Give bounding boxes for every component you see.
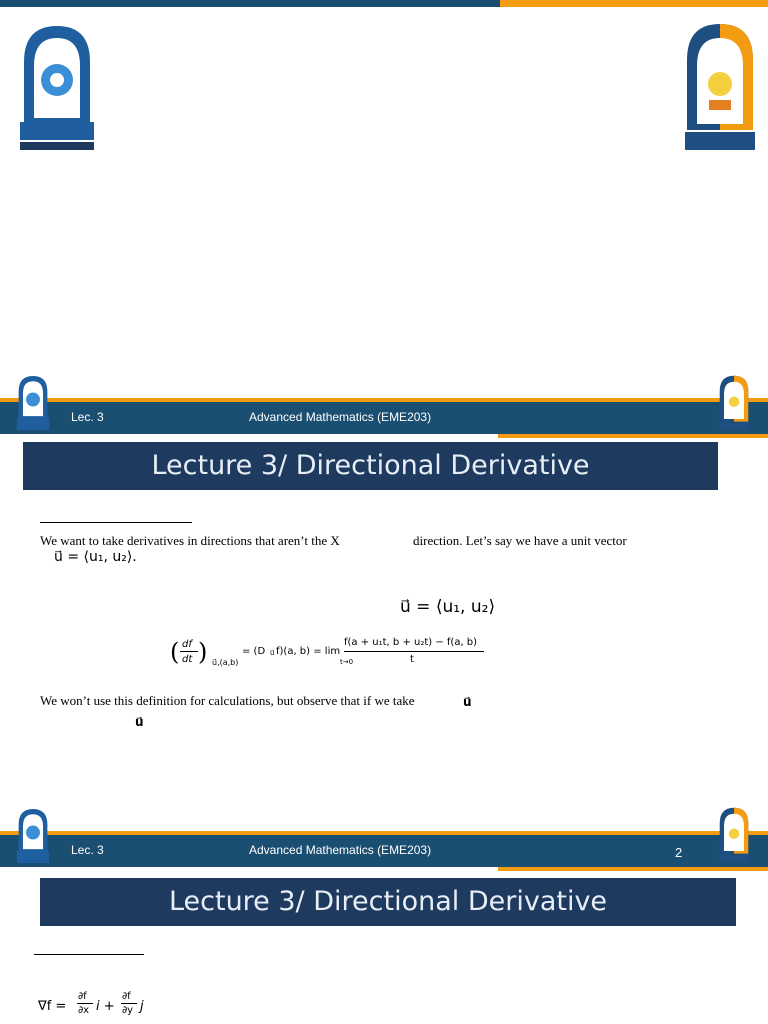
university-logo-icon [16, 805, 50, 867]
footer-accent-line-bottom [498, 434, 768, 438]
footer-accent-line-bottom [498, 867, 768, 871]
paragraph-text: We want to take derivatives in directions that aren’t the X [40, 533, 340, 548]
gradient-formula: ∇f = ∂f ∂x i + ∂f ∂y j [38, 991, 144, 1016]
paragraph-text: We won’t use this definition for calculations, but observe that if we take [40, 693, 415, 708]
department-logo-icon [683, 20, 757, 154]
university-logo-icon [16, 372, 50, 434]
footer-course-name: Advanced Mathematics (EME203) [249, 410, 432, 424]
slide-title: Lecture 3/ Directional Derivative [40, 878, 736, 926]
footer-lecture-number: Lec. 3 [71, 410, 104, 424]
top-bar-orange [500, 0, 768, 7]
university-logo-icon [18, 22, 96, 154]
footer-lecture-number: Lec. 3 [71, 843, 104, 857]
department-logo-icon [717, 806, 751, 864]
footer-course-name: Advanced Mathematics (EME203) [249, 843, 432, 857]
underline-rule [40, 522, 192, 523]
unit-vector-inline: u⃗ = ⟨u₁, u₂⟩. [54, 549, 137, 565]
top-bar-blue [0, 0, 500, 7]
paragraph-text: direction. Let’s say we have a unit vector [413, 533, 627, 548]
underline-rule [34, 954, 144, 955]
department-logo-icon [717, 374, 751, 432]
unit-vector-display: u⃗ = ⟨u₁, u₂⟩ [400, 597, 496, 617]
page-number: 2 [675, 845, 683, 860]
vector-symbol: u⃗ [463, 695, 472, 709]
limit-definition-formula: ( df dt ) u⃗,(a,b) = (D u⃗ f)(a, b) = lim t→0 f(a + u₁t, b + u₂t) − f(a, b) t [170, 636, 490, 672]
slide-title: Lecture 3/ Directional Derivative [23, 442, 718, 490]
vector-symbol: u⃗ [135, 715, 144, 729]
